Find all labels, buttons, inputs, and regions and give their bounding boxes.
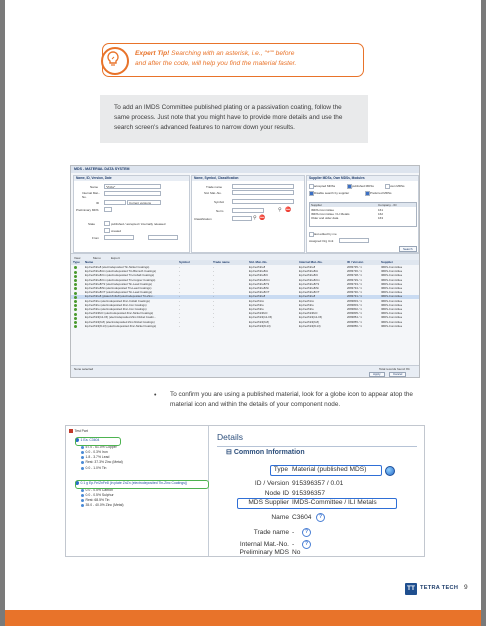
- row-trade-name: -: [213, 287, 214, 290]
- tree-node-label: 1.8 - 3.7% Lead: [85, 455, 110, 459]
- lightbulb-icon: [101, 47, 129, 75]
- row-id-version: 2083856 / 1: [347, 324, 362, 328]
- tree-node-label: Test Part: [74, 429, 88, 433]
- row-symbol: -: [179, 316, 180, 320]
- row-name: Ep.Fe/ZnFe8/r/T (electrodeposited Tin-Lead Coatings): [85, 291, 153, 295]
- row-symbol: -: [179, 320, 180, 324]
- material-icon: [74, 271, 77, 274]
- std-mat-field[interactable]: [232, 190, 294, 195]
- row-symbol: -: [179, 299, 180, 303]
- row-trade-name: -: [213, 291, 214, 295]
- tree-node-label: Rest: 68.5% Tin: [85, 498, 110, 502]
- intro-text: To add an IMDS Committee published plating or a passivation coating, follow the same process. Just note that you might have to provide more details and use the search screen's advanced features to narrow down your results.: [114, 104, 343, 131]
- row-supplier: IMDS-Committee: [381, 278, 403, 282]
- date-to-field[interactable]: [148, 235, 178, 240]
- intro-box: [100, 95, 368, 143]
- panel-mid-header: Name, Symbol, Classification: [192, 176, 304, 181]
- search-button[interactable]: [399, 246, 417, 252]
- material-icon: [74, 321, 77, 324]
- type-value: Material (published MDS): [292, 466, 367, 473]
- classification-search-icon[interactable]: ⚲: [253, 215, 257, 221]
- bullet-icon: •: [154, 392, 157, 399]
- trade-name-field[interactable]: [232, 184, 294, 189]
- name-field[interactable]: [104, 184, 161, 189]
- material-icon: [74, 266, 77, 269]
- trade-name-label: Trade name: [253, 529, 289, 536]
- tree-substance-node[interactable]: [81, 493, 114, 497]
- help-icon[interactable]: ?: [316, 513, 325, 522]
- component-node-screenshot: [65, 425, 425, 557]
- supplier-name[interactable]: Older and older data: [311, 216, 339, 220]
- row-symbol: -: [179, 312, 180, 316]
- view-menu[interactable]: View: [74, 255, 81, 260]
- substance-icon: [81, 489, 84, 492]
- row-std-mat: Ep.Fe/ZnFe8/C: [249, 274, 269, 278]
- row-name: Ep.Fe/ZnFe (electrodeposited Zinc-Iron Coatings): [85, 303, 147, 307]
- row-id-version: 2083855 / 1: [347, 320, 362, 324]
- trade-name-value: -: [292, 529, 295, 536]
- row-trade-name: -: [213, 274, 214, 278]
- substance-icon: [81, 504, 84, 507]
- tree-root-node[interactable]: [69, 429, 88, 433]
- material-icon: [74, 300, 77, 303]
- cancel-button-label: Cancel: [393, 371, 403, 376]
- row-internal-mat: Ep.Fe/ZnFe8: [299, 295, 316, 299]
- panel-left-header: Name, ID, Version, Date: [74, 176, 189, 181]
- row-symbol: -: [179, 270, 180, 274]
- assigned-org-label: Assigned Org Unit: [309, 239, 334, 243]
- material-icon: [74, 313, 77, 316]
- row-id-version: 2083729 / 1: [347, 278, 362, 282]
- apply-button[interactable]: [369, 372, 385, 378]
- row-supplier: IMDS-Committee: [381, 324, 403, 328]
- row-trade-name: -: [213, 312, 214, 316]
- logo-mark: TT: [405, 583, 417, 595]
- id-version-value: 915396357 / 0.01: [292, 480, 344, 487]
- row-id-version: 2083730 / 1: [347, 291, 362, 295]
- tree-node-label: 0.0 - 0.5% Carbon: [85, 488, 114, 492]
- own-label: own MDSs: [390, 184, 405, 188]
- row-trade-name: -: [213, 299, 214, 303]
- label-status: State: [88, 222, 96, 226]
- label-norm: Norm: [216, 209, 224, 213]
- row-trade-name: -: [213, 303, 214, 307]
- last-edited-label: last edited by me: [314, 232, 337, 236]
- disable-supplier-label: Disable search by supplier: [314, 191, 350, 195]
- preliminary-label: Preliminary MDS: [239, 549, 289, 556]
- row-name: Ep.Fe/ZnFe8 (plated ZnFe8 (electrodeposited Tin-Zinc...: [85, 295, 155, 299]
- row-std-mat: Ep.Fe/ZnCo: [249, 299, 265, 303]
- row-trade-name: -: [213, 316, 214, 320]
- row-supplier: IMDS-Committee: [381, 316, 403, 320]
- row-internal-mat: Ep.Fe/ZnFe8/T2: [299, 282, 320, 286]
- row-std-mat: Ep.Fe/ZnNi(8-13): [249, 324, 271, 328]
- node-id-label: Node ID: [264, 490, 289, 497]
- label-trade-name: Trade name: [206, 185, 223, 189]
- row-std-mat: Ep.Fe/ZnFe8/Cn: [249, 278, 270, 282]
- row-name: Ep.Fe/ZnFe8/Cn (electrodeposited Tin-Cobalt Coatings): [85, 274, 155, 278]
- tree-substance-node[interactable]: [81, 466, 106, 470]
- row-id-version: 2083733 / 1: [347, 282, 362, 286]
- accepted-label: accepted MDSs: [314, 184, 336, 188]
- material-icon: [74, 304, 77, 307]
- bullet-text: To confirm you are using a published material, look for a globe icon to appear atop the material icon and within the details of your component node.: [170, 391, 413, 408]
- row-id-version: 2083854 / 1: [347, 316, 362, 320]
- panel-right-header: Supplier MDSs, Own MDSs, Modules: [307, 176, 418, 181]
- part-icon: [69, 429, 73, 433]
- row-id-version: 2083735 / 1: [347, 266, 362, 269]
- tree-node-label: 0.0 - 0.3% Iron: [85, 450, 108, 454]
- col-internal-mat[interactable]: Internal Mat.-No.: [299, 260, 323, 264]
- label-symbol: Symbol: [214, 200, 225, 204]
- row-supplier: IMDS-Committee: [381, 266, 403, 269]
- menu-button[interactable]: Menu: [93, 255, 101, 260]
- row-supplier: IMDS-Committee: [381, 303, 403, 307]
- col-supplier[interactable]: Supplier: [381, 260, 394, 264]
- row-std-mat: Ep.Fe/ZnFe: [249, 303, 264, 307]
- expert-tip-callout: [102, 43, 364, 77]
- row-internal-mat: Ep.Fe/ZnNi(6-8): [299, 320, 320, 324]
- supplier-table: [309, 202, 417, 227]
- row-internal-mat: Ep.Fe/ZnNi6//c: [299, 312, 318, 316]
- results-table-header: [71, 260, 419, 265]
- substance-icon: [81, 494, 84, 497]
- row-internal-mat: Ep.Fe/ZnFe8: [299, 266, 316, 269]
- tetra-tech-logo: [405, 583, 461, 595]
- internal-mat-field[interactable]: [104, 191, 161, 196]
- expert-tip-text: [135, 49, 359, 68]
- search-button-label: Search: [403, 247, 413, 251]
- name-field-value: *ZnFe*: [106, 184, 116, 189]
- label-classification: Classification: [194, 217, 212, 221]
- tree-node-label: 0.1 g Ep.Fe/ZnFe8 (in plate ZnZn (electrodeposited Tin-Zinc Coatings)): [80, 481, 188, 485]
- component-tree: [66, 426, 209, 556]
- row-std-mat: Ep.Fe/ZnNi(6-8): [249, 320, 270, 324]
- supplier-col-header: Supplier: [311, 203, 323, 207]
- row-name: Ep.Fe/ZnNi(12-15) (electrodeposited Zinc-Nickel Coatin...: [85, 316, 157, 320]
- row-symbol: -: [179, 324, 180, 328]
- label-std-mat: Std. Mat.-No.: [204, 191, 222, 195]
- row-name: Ep.Fe/ZnFe (electrodeposited Zinc-Iron Coatings): [85, 308, 147, 311]
- row-symbol: -: [179, 287, 180, 290]
- version-select-value: Current versions: [129, 200, 152, 205]
- row-std-mat: Ep.Fe/ZnFe8/T2: [249, 282, 270, 286]
- row-trade-name: -: [213, 324, 214, 328]
- row-internal-mat: Ep.Fe/ZnNi(8-13): [299, 324, 321, 328]
- row-supplier: IMDS-Committee: [381, 320, 403, 324]
- material-icon: [74, 325, 77, 328]
- row-internal-mat: Ep.Fe/ZnFe8/Ni: [299, 287, 319, 290]
- clear-icon[interactable]: ⛔: [285, 207, 292, 213]
- classification-field[interactable]: [232, 216, 252, 221]
- record-count: Total records found: 84: [379, 367, 410, 371]
- row-name: Ep.Fe/ZnFe8 (electrodeposited Tin-Nickel Coatings): [85, 266, 150, 269]
- material-icon: [74, 287, 77, 290]
- label-name: Name: [90, 185, 99, 189]
- row-name: Ep.Fe/ZnNi(6-8) (electrodeposited Zinc-Nickel Coatings): [85, 320, 155, 324]
- row-internal-mat: Ep.Fe/ZnFe8/A: [299, 270, 318, 274]
- results-footer: [71, 365, 419, 377]
- help-icon[interactable]: ?: [302, 528, 311, 537]
- published-coating-highlight: [75, 480, 209, 489]
- mds-search-screenshot: [70, 165, 420, 378]
- preliminary-value: No: [292, 549, 301, 556]
- common-info-section[interactable]: [226, 448, 305, 456]
- document-page: [5, 0, 481, 626]
- row-id-version: 2083736 / 1: [347, 270, 362, 274]
- col-type[interactable]: Type: [73, 260, 80, 264]
- assigned-org-select[interactable]: [339, 238, 369, 243]
- row-id-version: 2083803 / 1: [347, 299, 362, 303]
- row-internal-mat: Ep.Fe/ZnFe: [299, 308, 314, 311]
- substance-icon: [81, 446, 84, 449]
- tree-substance-node[interactable]: [81, 455, 109, 459]
- id-field[interactable]: [104, 200, 126, 205]
- row-trade-name: -: [213, 266, 214, 269]
- panel-name-symbol: [191, 175, 305, 253]
- material-icon: [74, 283, 77, 286]
- panel-supplier: [306, 175, 419, 253]
- row-symbol: -: [179, 266, 180, 269]
- panel-name-id: [73, 175, 190, 253]
- row-internal-mat: Ep.Fe/ZnFe8/Cn: [299, 278, 320, 282]
- substance-icon: [81, 461, 84, 464]
- col-id-version[interactable]: ID / Version: [347, 260, 364, 264]
- substance-icon: [81, 451, 84, 454]
- label-preliminary: Preliminary MDS: [76, 208, 99, 212]
- row-name: Ep.Fe/ZnFe8/T2 (electrodeposited Tin-Lead Coatings): [85, 282, 153, 286]
- internal-mat-value: -: [292, 541, 295, 548]
- row-symbol: -: [179, 303, 180, 307]
- row-name: Ep.Fe/ZnNi6//c (electrodeposited Zinc-Nickel Coatings): [85, 312, 154, 316]
- material-icon: [74, 317, 77, 320]
- row-std-mat: Ep.Fe/ZnFe8/A: [249, 270, 268, 274]
- row-supplier: IMDS-Committee: [381, 291, 403, 295]
- preferred-label: Preferred MDSs: [370, 191, 392, 195]
- col-name[interactable]: Name: [85, 260, 94, 264]
- row-id-version: 2083803 / 1: [347, 303, 362, 307]
- date-from-field[interactable]: [104, 235, 134, 240]
- supplier-id: 162: [378, 212, 384, 216]
- type-label: Type: [273, 466, 288, 473]
- created-label: created: [111, 229, 122, 233]
- substance-icon: [81, 499, 84, 502]
- material-icon: [74, 275, 77, 278]
- norm-field[interactable]: [232, 208, 264, 213]
- row-std-mat: Ep.Fe/ZnFe8: [249, 295, 266, 299]
- symbol-field[interactable]: [232, 199, 294, 204]
- row-trade-name: -: [213, 320, 214, 324]
- row-internal-mat: Ep.Fe/ZnCo: [299, 299, 315, 303]
- row-supplier: IMDS-Committee: [381, 287, 403, 290]
- search-window-title: MDS - MATERIAL DATA SYSTEM: [71, 166, 419, 173]
- tree-substance-node[interactable]: [81, 460, 123, 464]
- published-label: published MDSs: [352, 184, 374, 188]
- row-symbol: -: [179, 278, 180, 282]
- search-icon[interactable]: ⚲: [278, 207, 282, 213]
- name-label: Name: [271, 514, 289, 521]
- label-date: From: [92, 236, 99, 240]
- substance-icon: [81, 456, 84, 459]
- status-checkbox[interactable]: [104, 221, 110, 226]
- row-std-mat: Ep.Fe/ZnNi6//c: [249, 312, 268, 316]
- material-icon: [74, 292, 77, 295]
- row-symbol: -: [179, 291, 180, 295]
- created-checkbox[interactable]: [104, 228, 110, 233]
- details-panel: [212, 426, 424, 556]
- row-id-version: 2083805 / 1: [347, 312, 362, 316]
- col-std-mat[interactable]: Std. Mat.-No.: [249, 260, 268, 264]
- supplier-id: 161: [378, 208, 384, 212]
- expert-tip-line2: and after the code, will help you find the material faster.: [135, 59, 297, 67]
- row-trade-name: -: [213, 282, 214, 286]
- tree-substance-node[interactable]: [81, 450, 108, 454]
- row-trade-name: -: [213, 295, 214, 299]
- row-std-mat: Ep.Fe/ZnFe8/Ni: [249, 287, 269, 290]
- row-name: Ep.Fe/ZnFe (electrodeposited Zinc-Cobalt Coatings): [85, 299, 150, 303]
- logo-text: TETRA TECH: [420, 585, 459, 591]
- page-number: 9: [464, 584, 468, 591]
- tree-node-label: 57.0 - 61.0% Copper: [85, 445, 117, 449]
- row-supplier: IMDS-Committee: [381, 299, 403, 303]
- internal-mat-label: Internal Mat.-No.: [239, 541, 289, 548]
- row-name: Ep.Fe/ZnNi(8-13) (electrodeposited Zinc-Nickel Coatings): [85, 324, 157, 328]
- material-icon: [74, 308, 77, 311]
- expert-tip-prefix: Expert Tip!: [135, 50, 170, 57]
- row-trade-name: -: [213, 308, 214, 311]
- tree-node-label: 0.0 - 0.5% Sulphur: [85, 493, 114, 497]
- row-supplier: IMDS-Committee: [381, 308, 403, 311]
- collapse-icon[interactable]: ⊟: [226, 449, 232, 456]
- tree-substance-node[interactable]: [81, 498, 109, 502]
- results-toolbar: [71, 253, 419, 260]
- row-symbol: -: [179, 308, 180, 311]
- version-select[interactable]: [127, 200, 161, 205]
- id-version-label: ID / Version: [254, 480, 289, 487]
- row-name: Ep.Fe/ZnFe8/Cn (electrodeposited Tin-Copper Coatings): [85, 278, 156, 282]
- row-std-mat: Ep.Fe/ZnFe8/r/T: [249, 291, 270, 295]
- label-id: ID: [96, 201, 99, 205]
- row-id-version: 2083731 / 1: [347, 295, 362, 299]
- row-trade-name: -: [213, 278, 214, 282]
- node-id-value: 915396357: [292, 490, 326, 497]
- row-std-mat: Ep.Fe/ZnFe8: [249, 266, 266, 269]
- apply-button-label: Apply: [373, 371, 381, 376]
- expert-tip-line1: Searching with an asterisk, i.e., "*"" before: [171, 50, 295, 57]
- tree-node-label: 1 Ea. C3604: [80, 438, 100, 442]
- supplier-name[interactable]: IMDS-Committee: [311, 208, 335, 212]
- tree-substance-node[interactable]: [81, 503, 124, 507]
- row-std-mat: Ep.Fe/ZnNi(12-15): [249, 316, 273, 320]
- material-icon: [74, 279, 77, 282]
- help-icon[interactable]: ?: [302, 540, 311, 549]
- row-symbol: -: [179, 282, 180, 286]
- row-id-version: 2083802 / 1: [347, 308, 362, 311]
- row-name: Ep.Fe/ZnFe8/An (electrodeposited Tin-Bismuth Coatings): [85, 270, 157, 274]
- label-internal-mat: Internal Mat.-No.: [82, 191, 100, 199]
- col-symbol[interactable]: Symbol: [179, 260, 190, 264]
- row-internal-mat: Ep.Fe/ZnNi(12-15): [299, 316, 323, 320]
- row-supplier: IMDS-Committee: [381, 312, 403, 316]
- row-internal-mat: Ep.Fe/ZnFe8/C: [299, 274, 319, 278]
- supplier-name[interactable]: IMDS-Committee / ILI Metals: [311, 212, 350, 216]
- row-supplier: IMDS-Committee: [381, 274, 403, 278]
- row-symbol: -: [179, 274, 180, 278]
- export-button[interactable]: Export: [111, 255, 120, 260]
- tree-node-label: 35.0 - 40.0% Zinc (Metal): [85, 503, 124, 507]
- mds-supplier-label: MDS Supplier: [248, 499, 289, 506]
- tree-node-label: 0.0 - 1.0% Tin: [85, 466, 107, 470]
- row-name: Ep.Fe/ZnFe8/Ni (electrodeposited Tin-Lead Coatings): [85, 287, 152, 290]
- classification-clear-icon[interactable]: ⛔: [259, 215, 266, 221]
- preliminary-select[interactable]: [104, 207, 112, 212]
- company-col-header: Company - ID: [378, 203, 397, 207]
- material-icon: [74, 296, 77, 299]
- published-material-highlight: [75, 437, 121, 446]
- details-title: Details: [217, 432, 243, 442]
- row-internal-mat: Ep.Fe/ZnFe: [299, 303, 314, 307]
- row-supplier: IMDS-Committee: [381, 295, 403, 299]
- mds-supplier-value: IMDS-Committee / ILI Metals: [292, 499, 377, 506]
- status-value: published / accepted / internally released: [111, 222, 166, 226]
- row-id-version: 2083734 / 1: [347, 287, 362, 290]
- supplier-id: 163: [378, 216, 384, 220]
- row-symbol: -: [179, 295, 180, 299]
- footer-band: [5, 610, 481, 626]
- cancel-button[interactable]: [389, 372, 406, 378]
- row-internal-mat: Ep.Fe/ZnFe8/r/T: [299, 291, 320, 295]
- tree-node-label: Rest: 37.3% Zinc (Metal): [85, 460, 123, 464]
- row-trade-name: -: [213, 270, 214, 274]
- substance-icon: [81, 467, 84, 470]
- table-row[interactable]: [71, 325, 419, 329]
- globe-icon: [385, 466, 395, 476]
- name-value: C3604: [292, 514, 312, 521]
- row-id-version: 2083728 / 1: [347, 274, 362, 278]
- common-info-title: Common Information: [233, 449, 305, 456]
- col-trade-name[interactable]: Trade name: [213, 260, 230, 264]
- row-std-mat: Ep.Fe/ZnFe: [249, 308, 264, 311]
- row-supplier: IMDS-Committee: [381, 270, 403, 274]
- row-supplier: IMDS-Committee: [381, 282, 403, 286]
- selection-status: None selected: [74, 367, 94, 371]
